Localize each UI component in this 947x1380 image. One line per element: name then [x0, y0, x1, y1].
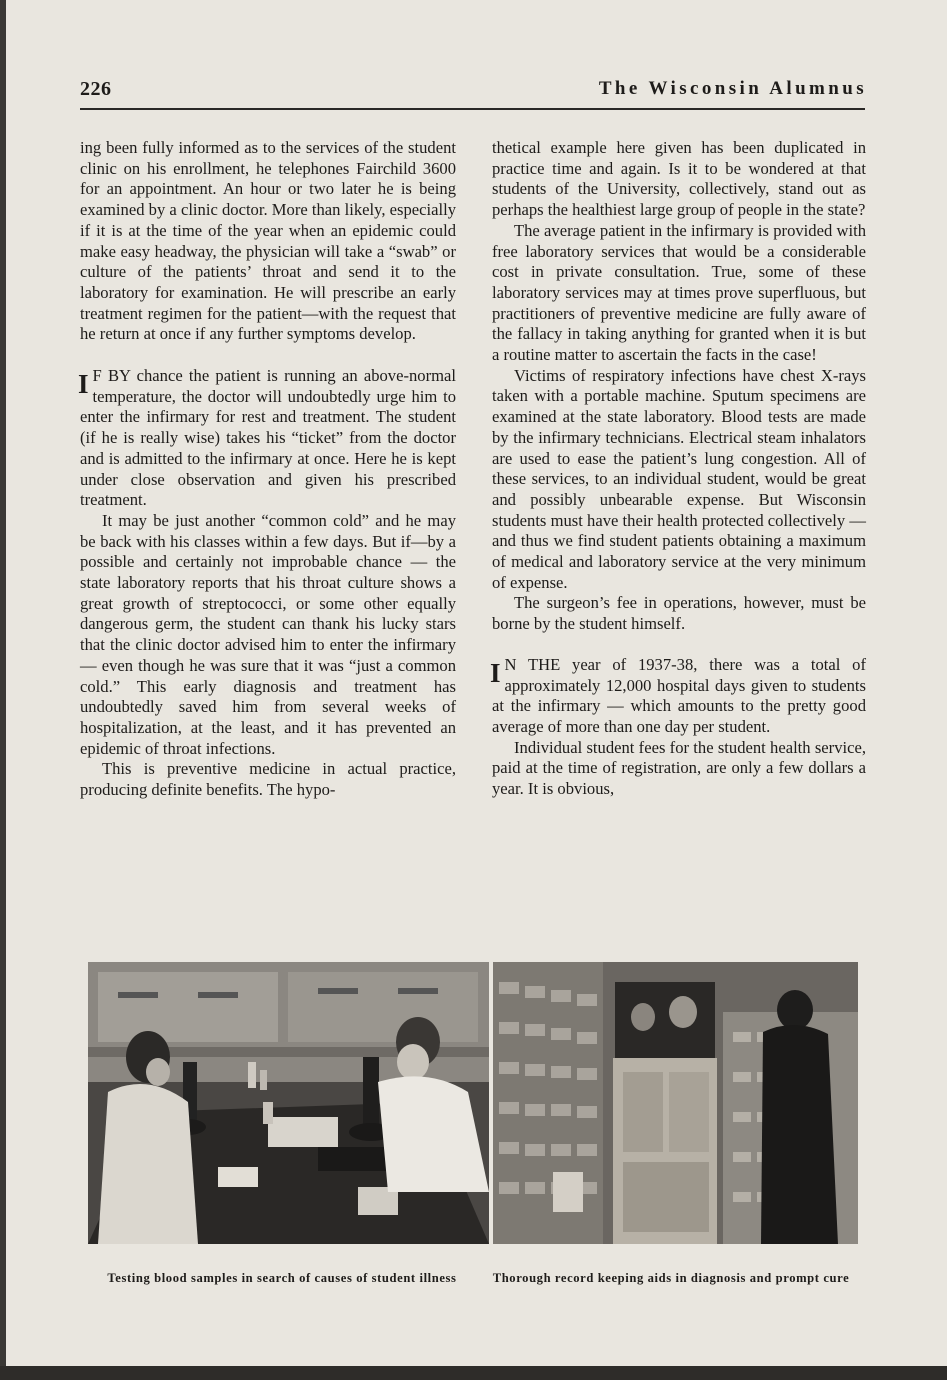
article-column-left [80, 138, 456, 801]
section-paragraph [492, 655, 866, 738]
photo-lab-technicians [88, 962, 489, 1244]
paragraph: The average patient in the infirmary is provided with free laboratory services that would be a considerable cost in private consultation. True, some of these laboratory services may at times prove superfluous, but practitioners of preventive medicine are fully aware of the fallacy in taking anything for granted when it is but a routine matter to ascertain the facts in the case! [492, 220, 866, 365]
paragraph: Victims of respiratory infections have chest X-rays taken with a portable machine. Sputum specimens are examined at the state laboratory. Blood tests are made by the infirmary technicians. Electrical steam inhalators are used to ease the patient’s lung congestion. All of these services, to an individual student, would be great and possibly unbearable expense. But Wisconsin students must have their health protected collectively — and thus we find student patients obtaining a maximum of medical and laboratory service at the very minimum of expense. [492, 365, 866, 592]
magazine-title: The Wisconsin Alumnus [598, 78, 867, 99]
drop-cap: I [490, 657, 501, 688]
page-bottom-edge [0, 1366, 947, 1380]
page-binding-edge [0, 0, 6, 1380]
photo-caption-left: Testing blood samples in search of causes of student illness [107, 1271, 457, 1285]
paragraph-text: F BY chance the patient is running an above-normal temperature, the doctor will undoubtedly urge him to enter the infirmary for rest and treatment. The student (if he is really wise) takes his “ticket” from the doctor and is admitted to the infirmary at once. Here he is kept under close observation and given his prescribed treatment. [80, 366, 456, 510]
header-rule [80, 108, 865, 110]
section-paragraph [80, 366, 456, 511]
article-column-right [492, 138, 866, 800]
photo-record-files [493, 962, 858, 1244]
photo-caption-right: Thorough record keeping aids in diagnosis and prompt cure [492, 1271, 850, 1285]
page-number: 226 [80, 78, 112, 100]
paragraph-text: N THE year of 1937-38, there was a total of approximately 12,000 hospital days given to students at the infirmary — which amounts to the pretty good average of more than one day per student. [492, 654, 866, 736]
paragraph: Individual student fees for the student health service, paid at the time of registration, are only a few dollars a year. It is obvious, [492, 737, 866, 799]
running-header [80, 78, 867, 108]
paragraph: thetical example here given has been duplicated in practice time and again. Is it to be wondered at that students of the University, collectively, stand out as perhaps the healthiest large group of people in the state? [492, 138, 866, 220]
paragraph: ing been fully informed as to the services of the student clinic on his enrollment, he telephones Fairchild 3600 for an appointment. An hour or two later he is being examined by a clinic doctor. More than likely, especially if it is at the time of the year when an epidemic could make easy headway, the physician will take a “swab” or culture of the patients’ throat and send it to the laboratory for examination. He will prescribe an early treatment regimen for the patient—with the request that he return at once if any further symptoms develop. [80, 138, 456, 344]
drop-cap: I [78, 369, 89, 400]
paragraph: This is preventive medicine in actual practice, producing definite benefits. The hypo- [80, 759, 456, 800]
paragraph: The surgeon’s fee in operations, however, must be borne by the student himself. [492, 593, 866, 634]
paragraph: It may be just another “common cold” and he may be back with his classes within a few days. But if—by a possible and certainly not improbable chance — the state laboratory reports that his throat culture shows a great growth of streptococci, or some other equally dangerous germ, the student can thank his lucky stars that the clinic doctor advised him to enter the infirmary — even though he was sure that it was “just a common cold.” This early diagnosis and treatment has undoubtedly saved him from several weeks of hospitalization, at the least, and it has prevented an epidemic of throat infections. [80, 510, 456, 758]
